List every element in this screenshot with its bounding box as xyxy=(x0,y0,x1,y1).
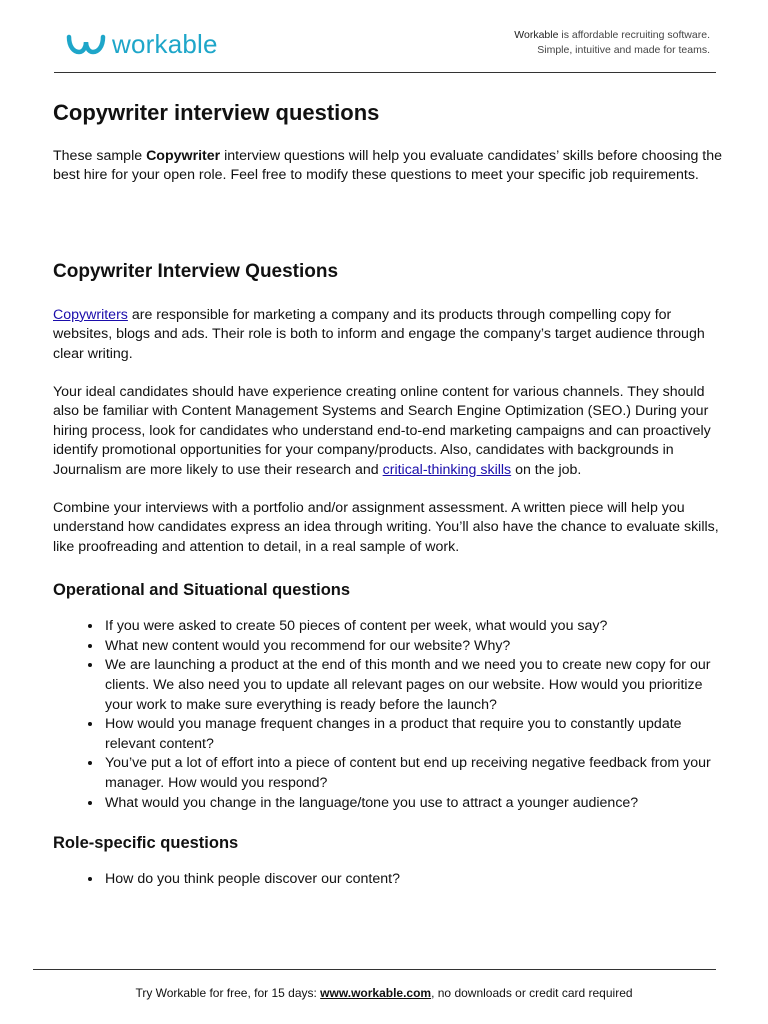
list-item: • We are launching a product at the end of this month and we need you to create new copy for our clients. We also need you to update all relevant pages on our website. How would you prioritize your work to make sure everything is ready before the launch? xyxy=(103,656,723,715)
paragraph-ideal-text: Your ideal candidates should have experience creating online content for various channels. They should also be familiar with Content Management Systems and Search Engine Optimization (SEO.) During your hiring process, look for candidates who understand end-to-end marketing campaigns and can proactively identify promotional opportunities for your company/products. Also, candidates with backgrounds in Journalism are more likely to use their research and xyxy=(53,384,711,478)
role-specific-heading: Role-specific questions xyxy=(53,834,239,853)
paragraph-assessment: Combine your interviews with a portfolio and/or assignment assessment. A written piece will help you understand how candidates express an idea through writing. You’ll also have the chance to evaluate skills, like proofreading and attention to detail, in a real sample of work. xyxy=(53,500,719,555)
paragraph-ideal-suffix: on the job. xyxy=(511,461,582,478)
header-tagline xyxy=(514,28,710,58)
paragraph-ideal-candidates xyxy=(53,383,723,480)
header-divider xyxy=(54,72,716,73)
document-body xyxy=(53,96,723,890)
paragraph-role xyxy=(53,306,723,364)
section-title: Copywriter Interview Questions xyxy=(53,260,339,282)
workable-logo[interactable] xyxy=(66,30,218,58)
operational-heading: Operational and Situational questions xyxy=(53,581,351,600)
list-item: • How would you manage frequent changes in a product that require you to constantly update relevant content? xyxy=(103,715,723,754)
intro-suffix: interview questions will help you evaluate candidates’ skills before choosing the best hire for your open role. Feel free to modify these questions to meet your specific job requirements. xyxy=(53,148,723,184)
tagline-line1: is affordable recruiting software. xyxy=(558,29,710,41)
tagline-line2: Simple, intuitive and made for teams. xyxy=(537,44,710,56)
footer-suffix: , no downloads or credit card required xyxy=(431,986,633,1000)
list-item: • What would you change in the language/tone you use to attract a younger audience? xyxy=(103,794,723,814)
list-item: • How do you think people discover our content? xyxy=(103,870,723,890)
workable-logo-icon xyxy=(66,32,106,56)
list-item: • If you were asked to create 50 pieces of content per week, what would you say? xyxy=(103,617,723,637)
page-footer xyxy=(0,986,768,1000)
operational-list xyxy=(53,617,723,813)
list-item: • You’ve put a lot of effort into a piece of content but end up receiving negative feedback from your manager. How would you respond? xyxy=(103,754,723,793)
page-header xyxy=(0,0,768,74)
copywriters-link[interactable]: Copywriters xyxy=(53,306,128,323)
footer-divider xyxy=(33,969,716,970)
list-item: • What new content would you recommend for our website? Why? xyxy=(103,637,723,657)
critical-thinking-link[interactable]: critical-thinking skills xyxy=(382,461,512,478)
intro-bold: Copywriter xyxy=(146,148,221,164)
workable-website-link[interactable]: www.workable.com xyxy=(320,986,432,1000)
role-specific-list xyxy=(53,870,723,890)
logo-wordmark: workable xyxy=(112,29,218,59)
intro-paragraph xyxy=(53,147,723,186)
footer-prefix: Try Workable for free, for 15 days: xyxy=(135,986,321,1000)
intro-prefix: These sample xyxy=(53,148,147,164)
tagline-brand: Workable xyxy=(514,29,559,41)
page-title: Copywriter interview questions xyxy=(53,100,380,125)
paragraph-role-text: are responsible for marketing a company and its products through compelling copy for websites, blogs and ads. Their role is both to inform and engage the company’s target audience through clear writing. xyxy=(53,306,705,362)
